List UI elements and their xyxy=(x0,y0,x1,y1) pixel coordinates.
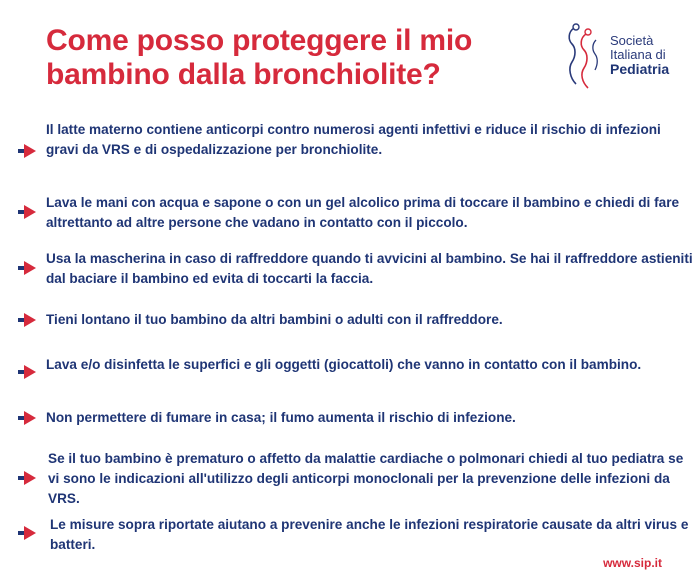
arrow-bullet-icon xyxy=(18,471,36,485)
tip-text: Non permettere di fumare in casa; il fumo aumenta il rischio di infezione. xyxy=(46,410,516,425)
tip-text: Usa la mascherina in caso di raffreddore quando ti avvicini al bambino. Se hai il raffreddore astieniti dal baciare il bambino ed evita di toccarti la faccia. xyxy=(46,251,693,286)
tip-text: Le misure sopra riportate aiutano a prevenire anche le infezioni respiratorie causate da altri virus e batteri. xyxy=(50,517,689,552)
tip-text: Se il tuo bambino è prematuro o affetto da malattie cardiache o polmonari chiedi al tuo pediatra se vi sono le indicazioni all'utilizzo degli anticorpi monoclonali per la prevenzione delle infezioni da VRS. xyxy=(48,451,684,506)
arrow-bullet-icon xyxy=(18,261,36,275)
arrow-bullet-icon xyxy=(18,411,36,425)
arrow-bullet-icon xyxy=(18,313,36,327)
sip-logo xyxy=(560,22,690,92)
website-link[interactable]: www.sip.it xyxy=(603,556,662,570)
arrow-bullet-icon xyxy=(18,205,36,219)
arrow-bullet-icon xyxy=(18,365,36,379)
sip-logo-icon xyxy=(560,22,610,92)
logo-line-2: Italiana di xyxy=(610,47,666,62)
arrow-bullet-icon xyxy=(18,144,36,158)
tip-text: Il latte materno contiene anticorpi contro numerosi agenti infettivi e riduce il rischio di infezioni gravi da VRS e di ospedalizzazione per bronchiolite. xyxy=(46,122,661,157)
tip-text: Tieni lontano il tuo bambino da altri bambini o adulti con il raffreddore. xyxy=(46,312,503,327)
logo-line-1: Società xyxy=(610,33,654,48)
logo-line-3: Pediatria xyxy=(610,61,670,77)
tip-text: Lava le mani con acqua e sapone o con un gel alcolico prima di toccare il bambino e chiedi di fare altrettanto ad altre persone che vadano in contatto con il piccolo. xyxy=(46,195,680,230)
arrow-bullet-icon xyxy=(18,526,36,540)
page-title: Come posso proteggere il mio bambino dalla bronchiolite? xyxy=(46,24,473,91)
tip-text: Lava e/o disinfetta le superfici e gli oggetti (giocattoli) che vanno in contatto con il bambino. xyxy=(46,357,642,372)
